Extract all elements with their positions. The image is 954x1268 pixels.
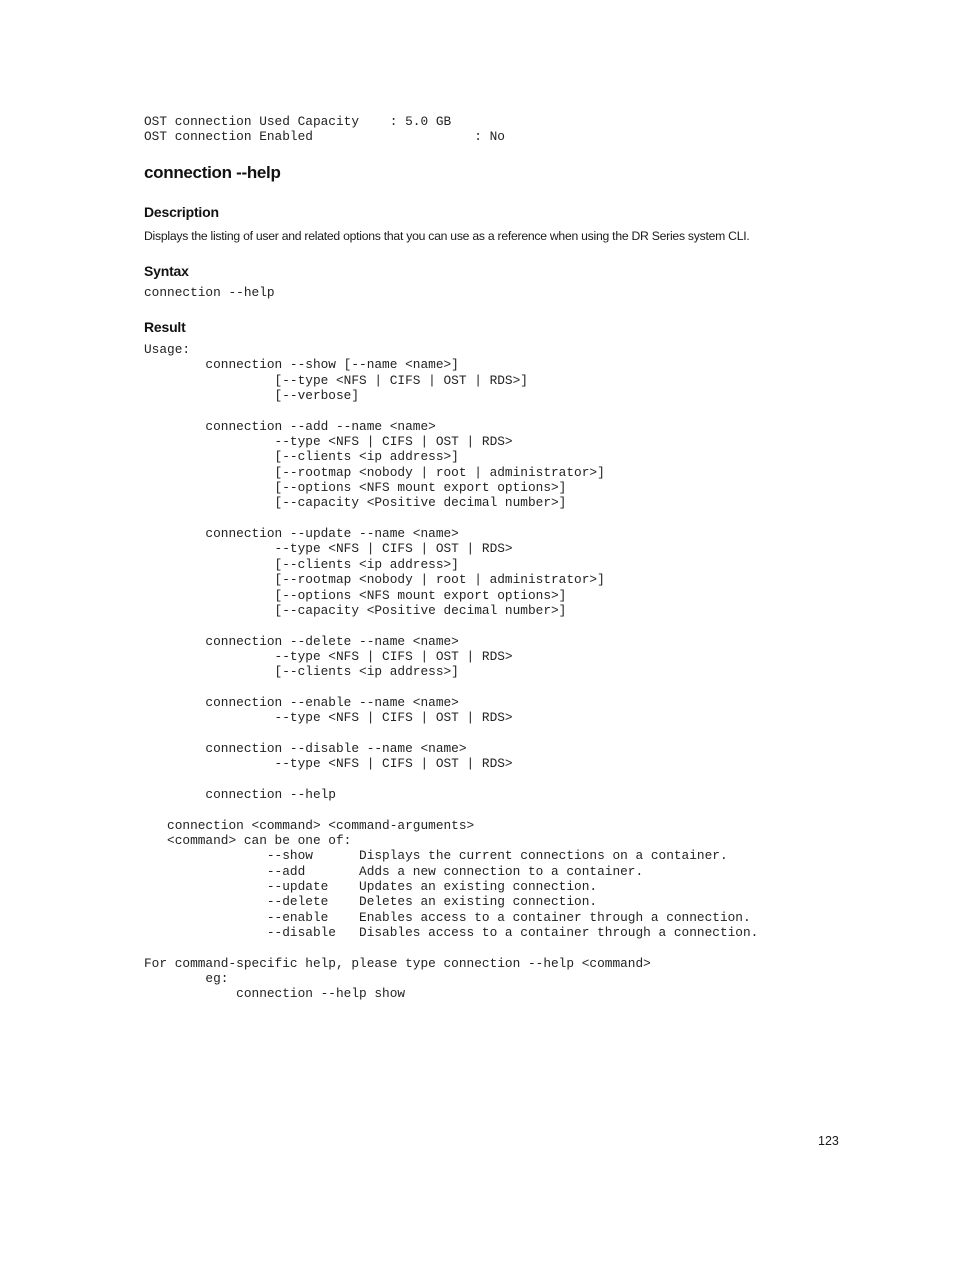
result-code-line: --enable Enables access to a container through a connection. [144, 909, 751, 925]
result-code-line: connection --show [--name <name>] [144, 357, 459, 373]
description-text: Displays the listing of user and related options that you can use as a reference when using the DR Series system CLI. [144, 229, 750, 243]
result-code-line: connection --enable --name <name> [144, 694, 459, 710]
result-code-line: connection --help show [144, 986, 406, 1002]
result-code-line: --delete Deletes an existing connection. [144, 894, 598, 910]
result-code-line: [--type <NFS | CIFS | OST | RDS>] [144, 372, 528, 388]
result-code-line: [--capacity <Positive decimal number>] [144, 495, 567, 511]
page-number: 123 [818, 1134, 839, 1148]
result-code-line: connection --help [144, 786, 336, 802]
result-code-line: [--clients <ip address>] [144, 449, 459, 465]
result-code-line: connection --update --name <name> [144, 526, 459, 542]
section-title: connection --help [144, 163, 281, 182]
result-code-line: Usage: [144, 342, 191, 357]
result-code-line: For command-specific help, please type connection --help <command> [144, 955, 651, 971]
result-code-line: connection --disable --name <name> [144, 740, 467, 756]
result-code-line: --type <NFS | CIFS | OST | RDS> [144, 710, 513, 726]
result-code-line: --type <NFS | CIFS | OST | RDS> [144, 434, 513, 450]
result-code-line: --disable Disables access to a container through a connection. [144, 925, 759, 941]
syntax-code: connection --help [144, 285, 275, 300]
result-code-line: --add Adds a new connection to a container. [144, 863, 644, 879]
result-code-line: <command> can be one of: [144, 833, 352, 848]
output-line-used-capacity: OST connection Used Capacity : 5.0 GB [144, 114, 452, 129]
result-code-line: --show Displays the current connections on a container. [144, 848, 728, 864]
output-line-enabled: OST connection Enabled : No [144, 129, 505, 145]
result-code-line: eg: [144, 971, 229, 987]
result-code-line: connection --delete --name <name> [144, 633, 459, 649]
result-code-line: --type <NFS | CIFS | OST | RDS> [144, 648, 513, 664]
result-code-line: --update Updates an existing connection. [144, 879, 598, 895]
result-code-line: --type <NFS | CIFS | OST | RDS> [144, 756, 513, 772]
result-code-line: [--options <NFS mount export options>] [144, 480, 567, 496]
previous-command-output [144, 114, 505, 145]
result-code-line: [--capacity <Positive decimal number>] [144, 602, 567, 618]
result-code-line: --type <NFS | CIFS | OST | RDS> [144, 541, 513, 557]
result-code-line: connection <command> <command-arguments> [144, 817, 475, 833]
result-code-line: connection --add --name <name> [144, 418, 436, 434]
result-code-line: [--clients <ip address>] [144, 556, 459, 572]
result-code-line: [--rootmap <nobody | root | administrator>] [144, 572, 605, 588]
result-code-line: [--clients <ip address>] [144, 664, 459, 680]
syntax-heading: Syntax [144, 263, 189, 279]
result-code-line: [--options <NFS mount export options>] [144, 587, 567, 603]
description-heading: Description [144, 204, 219, 220]
result-code-line: [--verbose] [144, 388, 360, 404]
result-heading: Result [144, 319, 186, 335]
result-code-line: [--rootmap <nobody | root | administrator>] [144, 464, 605, 480]
result-code-block [144, 342, 758, 1002]
